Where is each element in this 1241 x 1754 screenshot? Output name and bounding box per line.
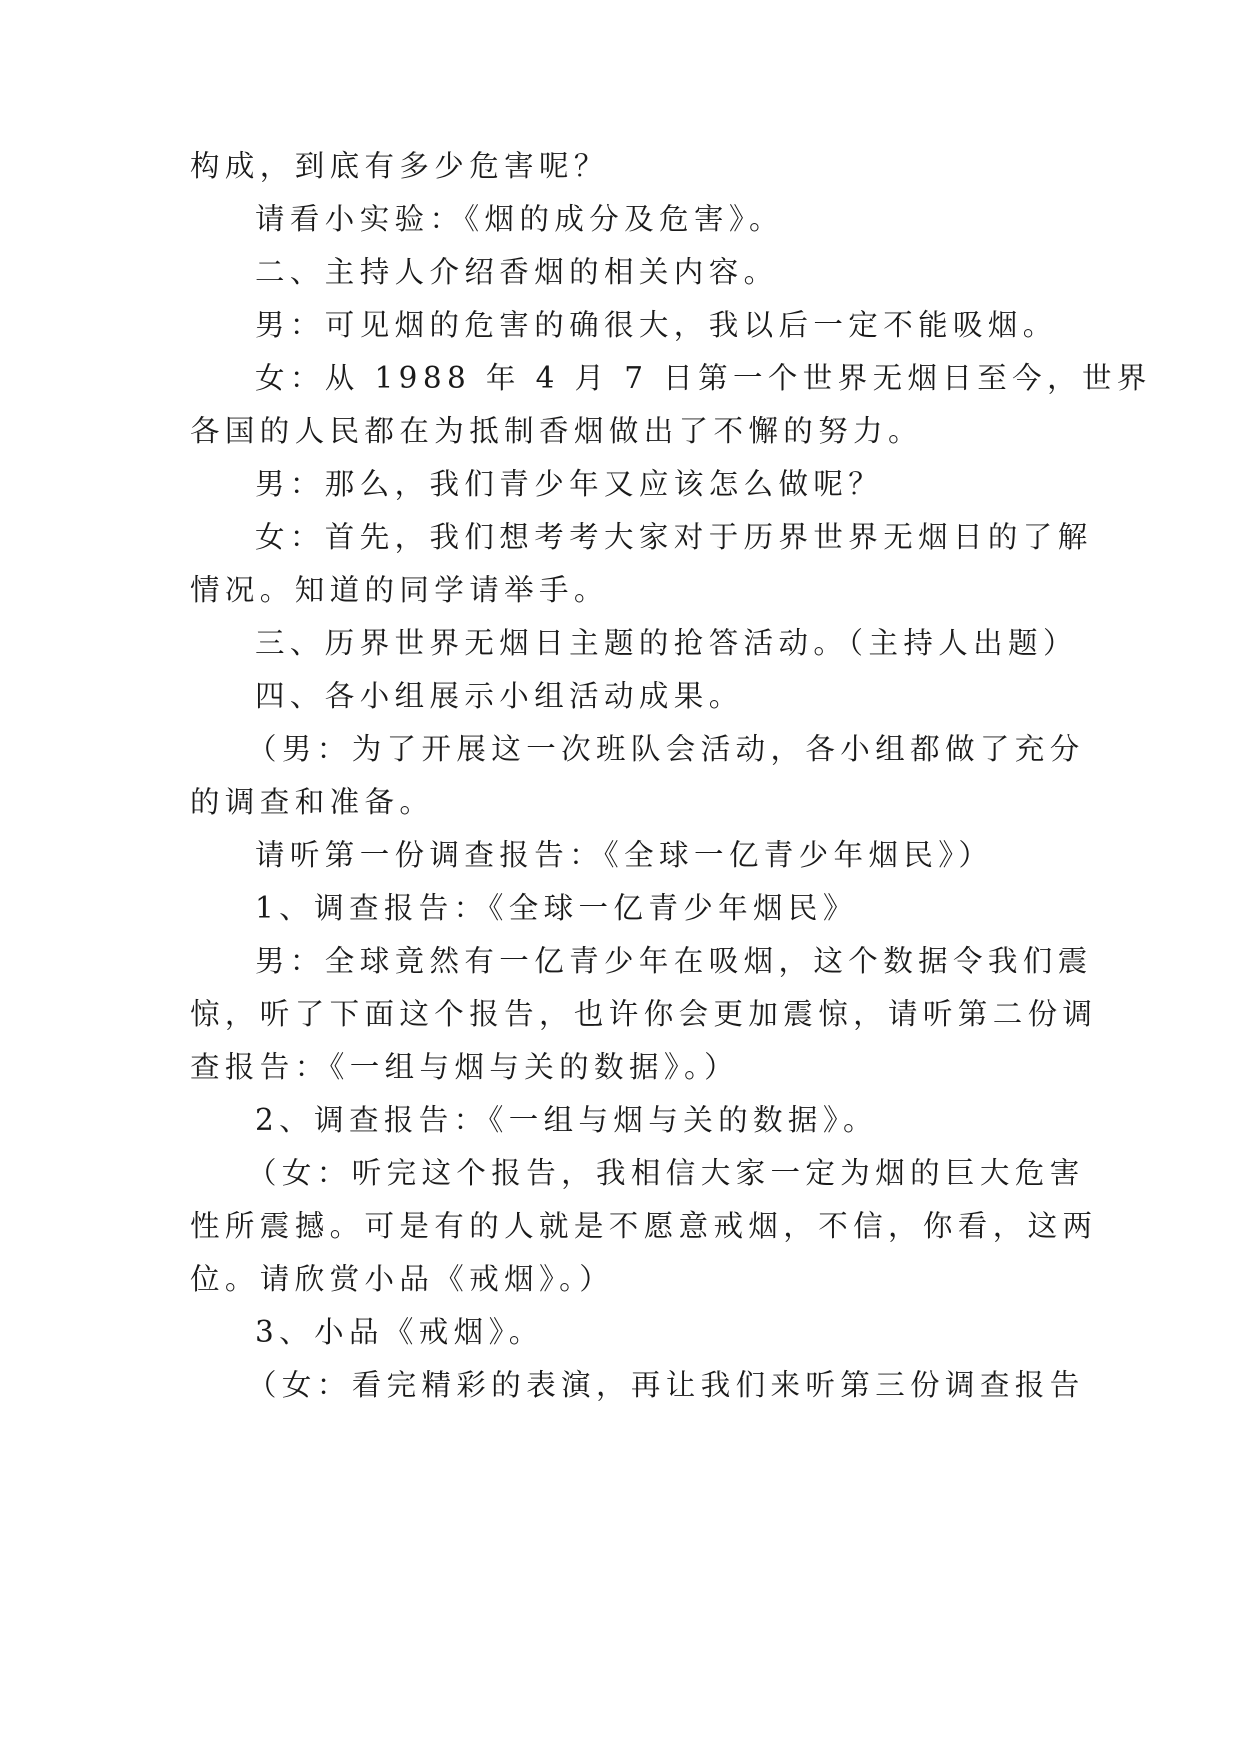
- paragraph-line: 惊，听了下面这个报告，也许你会更加震惊，请听第二份调: [190, 997, 1098, 1031]
- paragraph-line: （男：为了开展这一次班队会活动，各小组都做了充分: [247, 732, 1085, 766]
- paragraph-line: 情况。知道的同学请举手。: [190, 573, 609, 607]
- paragraph-line: 1、调查报告：《全球一亿青少年烟民》: [255, 891, 858, 925]
- paragraph-line: （女：听完这个报告，我相信大家一定为烟的巨大危害: [247, 1156, 1085, 1190]
- paragraph-line: 构成，到底有多少危害呢？: [190, 149, 609, 183]
- paragraph-line: 女：首先，我们想考考大家对于历界世界无烟日的了解: [255, 520, 1093, 554]
- paragraph-line: 各国的人民都在为抵制香烟做出了不懈的努力。: [190, 414, 923, 448]
- paragraph-line: （女：看完精彩的表演，再让我们来听第三份调查报告: [247, 1368, 1085, 1402]
- paragraph-line: 3、小品《戒烟》。: [255, 1315, 544, 1349]
- paragraph-line: 的调查和准备。: [190, 785, 435, 819]
- paragraph-line: 请看小实验：《烟的成分及危害》。: [255, 202, 784, 236]
- paragraph-line: 女：从 1988 年 4 月 7 日第一个世界无烟日至今，世界: [255, 361, 1152, 395]
- paragraph-line: 查报告：《一组与烟与关的数据》。）: [190, 1050, 740, 1084]
- paragraph-line: 性所震撼。可是有的人就是不愿意戒烟，不信，你看，这两: [190, 1209, 1098, 1243]
- paragraph-line: 男：那么，我们青少年又应该怎么做呢？: [255, 467, 884, 501]
- paragraph-line: 三、历界世界无烟日主题的抢答活动。（主持人出题）: [255, 626, 1078, 660]
- paragraph-line: 二、主持人介绍香烟的相关内容。: [255, 255, 779, 289]
- paragraph-line: 请听第一份调查报告：《全球一亿青少年烟民》）: [255, 838, 994, 872]
- paragraph-line: 四、各小组展示小组活动成果。: [255, 679, 744, 713]
- paragraph-line: 男：全球竟然有一亿青少年在吸烟，这个数据令我们震: [255, 944, 1093, 978]
- paragraph-line: 2、调查报告：《一组与烟与关的数据》。: [255, 1103, 878, 1137]
- paragraph-line: 男：可见烟的危害的确很大，我以后一定不能吸烟。: [255, 308, 1058, 342]
- paragraph-line: 位。请欣赏小品《戒烟》。）: [190, 1262, 615, 1296]
